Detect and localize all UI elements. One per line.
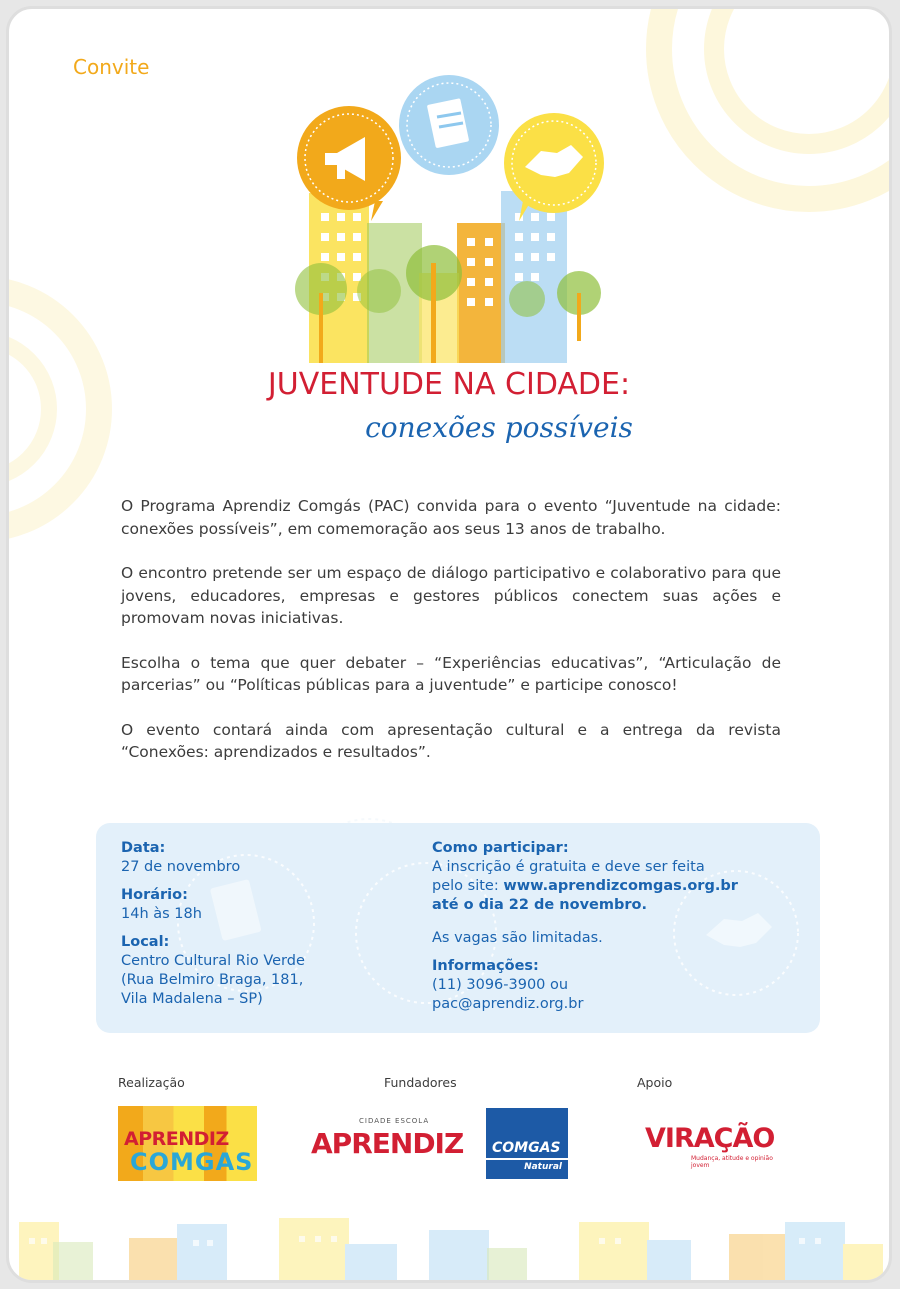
body-paragraph: O encontro pretende ser um espaço de diálogo participativo e colaborativo para que jovens, educadores, empresas e gestores públicos conectem suas ações e promovam novas iniciativas. — [121, 564, 781, 627]
place-label: Local: — [121, 934, 170, 950]
place-line: Centro Cultural Rio Verde — [121, 953, 305, 969]
info-column-left — [121, 839, 401, 1018]
contact-phone: (11) 3096-3900 ou — [432, 977, 569, 993]
contact-label: Informações: — [432, 958, 539, 974]
deadline: até o dia 22 de novembro. — [432, 897, 647, 913]
body-paragraph: O Programa Aprendiz Comgás (PAC) convida para o evento “Juventude na cidade: conexões possíveis”, em comemoração aos seus 13 anos de trabalho. — [121, 497, 781, 538]
how-line: A inscrição é gratuita e deve ser feita — [432, 859, 705, 875]
fundadores-label: Fundadores — [384, 1075, 457, 1090]
site-link[interactable]: www.aprendizcomgas.org.br — [503, 878, 738, 894]
logo-divider — [486, 1158, 568, 1160]
hero-illustration — [279, 73, 619, 363]
invitation-label: Convite — [73, 55, 150, 79]
contact-email[interactable]: pac@aprendiz.org.br — [432, 996, 584, 1012]
event-subtitle: conexões possíveis — [365, 411, 633, 444]
viracao-logo — [637, 1121, 787, 1171]
apoio-label: Apoio — [637, 1075, 673, 1090]
logo-text: Mudança, atitude e opinião jovem — [691, 1155, 773, 1169]
logo-text: APRENDIZ — [124, 1128, 229, 1150]
event-info-box — [96, 823, 820, 1033]
cidade-escola-aprendiz-logo — [311, 1113, 464, 1173]
magazine-icon — [399, 75, 499, 175]
date-label: Data: — [121, 840, 166, 856]
date-value: 27 de novembro — [121, 859, 241, 875]
info-column-right — [432, 839, 802, 1023]
place-line: (Rua Belmiro Braga, 181, — [121, 972, 304, 988]
body-paragraph: O evento contará ainda com apresentação cultural e a entrega da revista “Conexões: aprendizados e resultados”. — [121, 720, 781, 761]
time-label: Horário: — [121, 887, 188, 903]
spots-notice: As vagas são limitadas. — [432, 930, 603, 946]
bottom-buildings-decoration — [9, 1214, 892, 1283]
place-line: Vila Madalena – SP) — [121, 991, 263, 1007]
logo-text: COMGAS — [492, 1140, 561, 1156]
invitation-body — [121, 495, 781, 786]
body-paragraph: Escolha o tema que quer debater – “Experiências educativas”, “Articulação de parcerias” ou “Políticas públicas para a juventude” e participe conosco! — [121, 653, 781, 694]
invitation-card — [6, 6, 892, 1283]
logo-text: APRENDIZ — [311, 1127, 464, 1160]
logo-text: VIRAÇÃO — [645, 1123, 775, 1154]
how-to-participate-label: Como participar: — [432, 840, 569, 856]
time-value: 14h às 18h — [121, 906, 202, 922]
realizacao-label: Realização — [118, 1075, 185, 1090]
aprendiz-comgas-logo — [118, 1106, 257, 1181]
logo-text: Natural — [524, 1162, 562, 1172]
logo-text: COMGAS — [130, 1148, 254, 1176]
logo-text: CIDADE ESCOLA — [359, 1117, 430, 1125]
how-line — [432, 877, 802, 896]
site-prefix: pelo site: — [432, 878, 504, 894]
event-title: JUVENTUDE NA CIDADE: — [267, 367, 631, 402]
comgas-logo — [486, 1108, 568, 1179]
